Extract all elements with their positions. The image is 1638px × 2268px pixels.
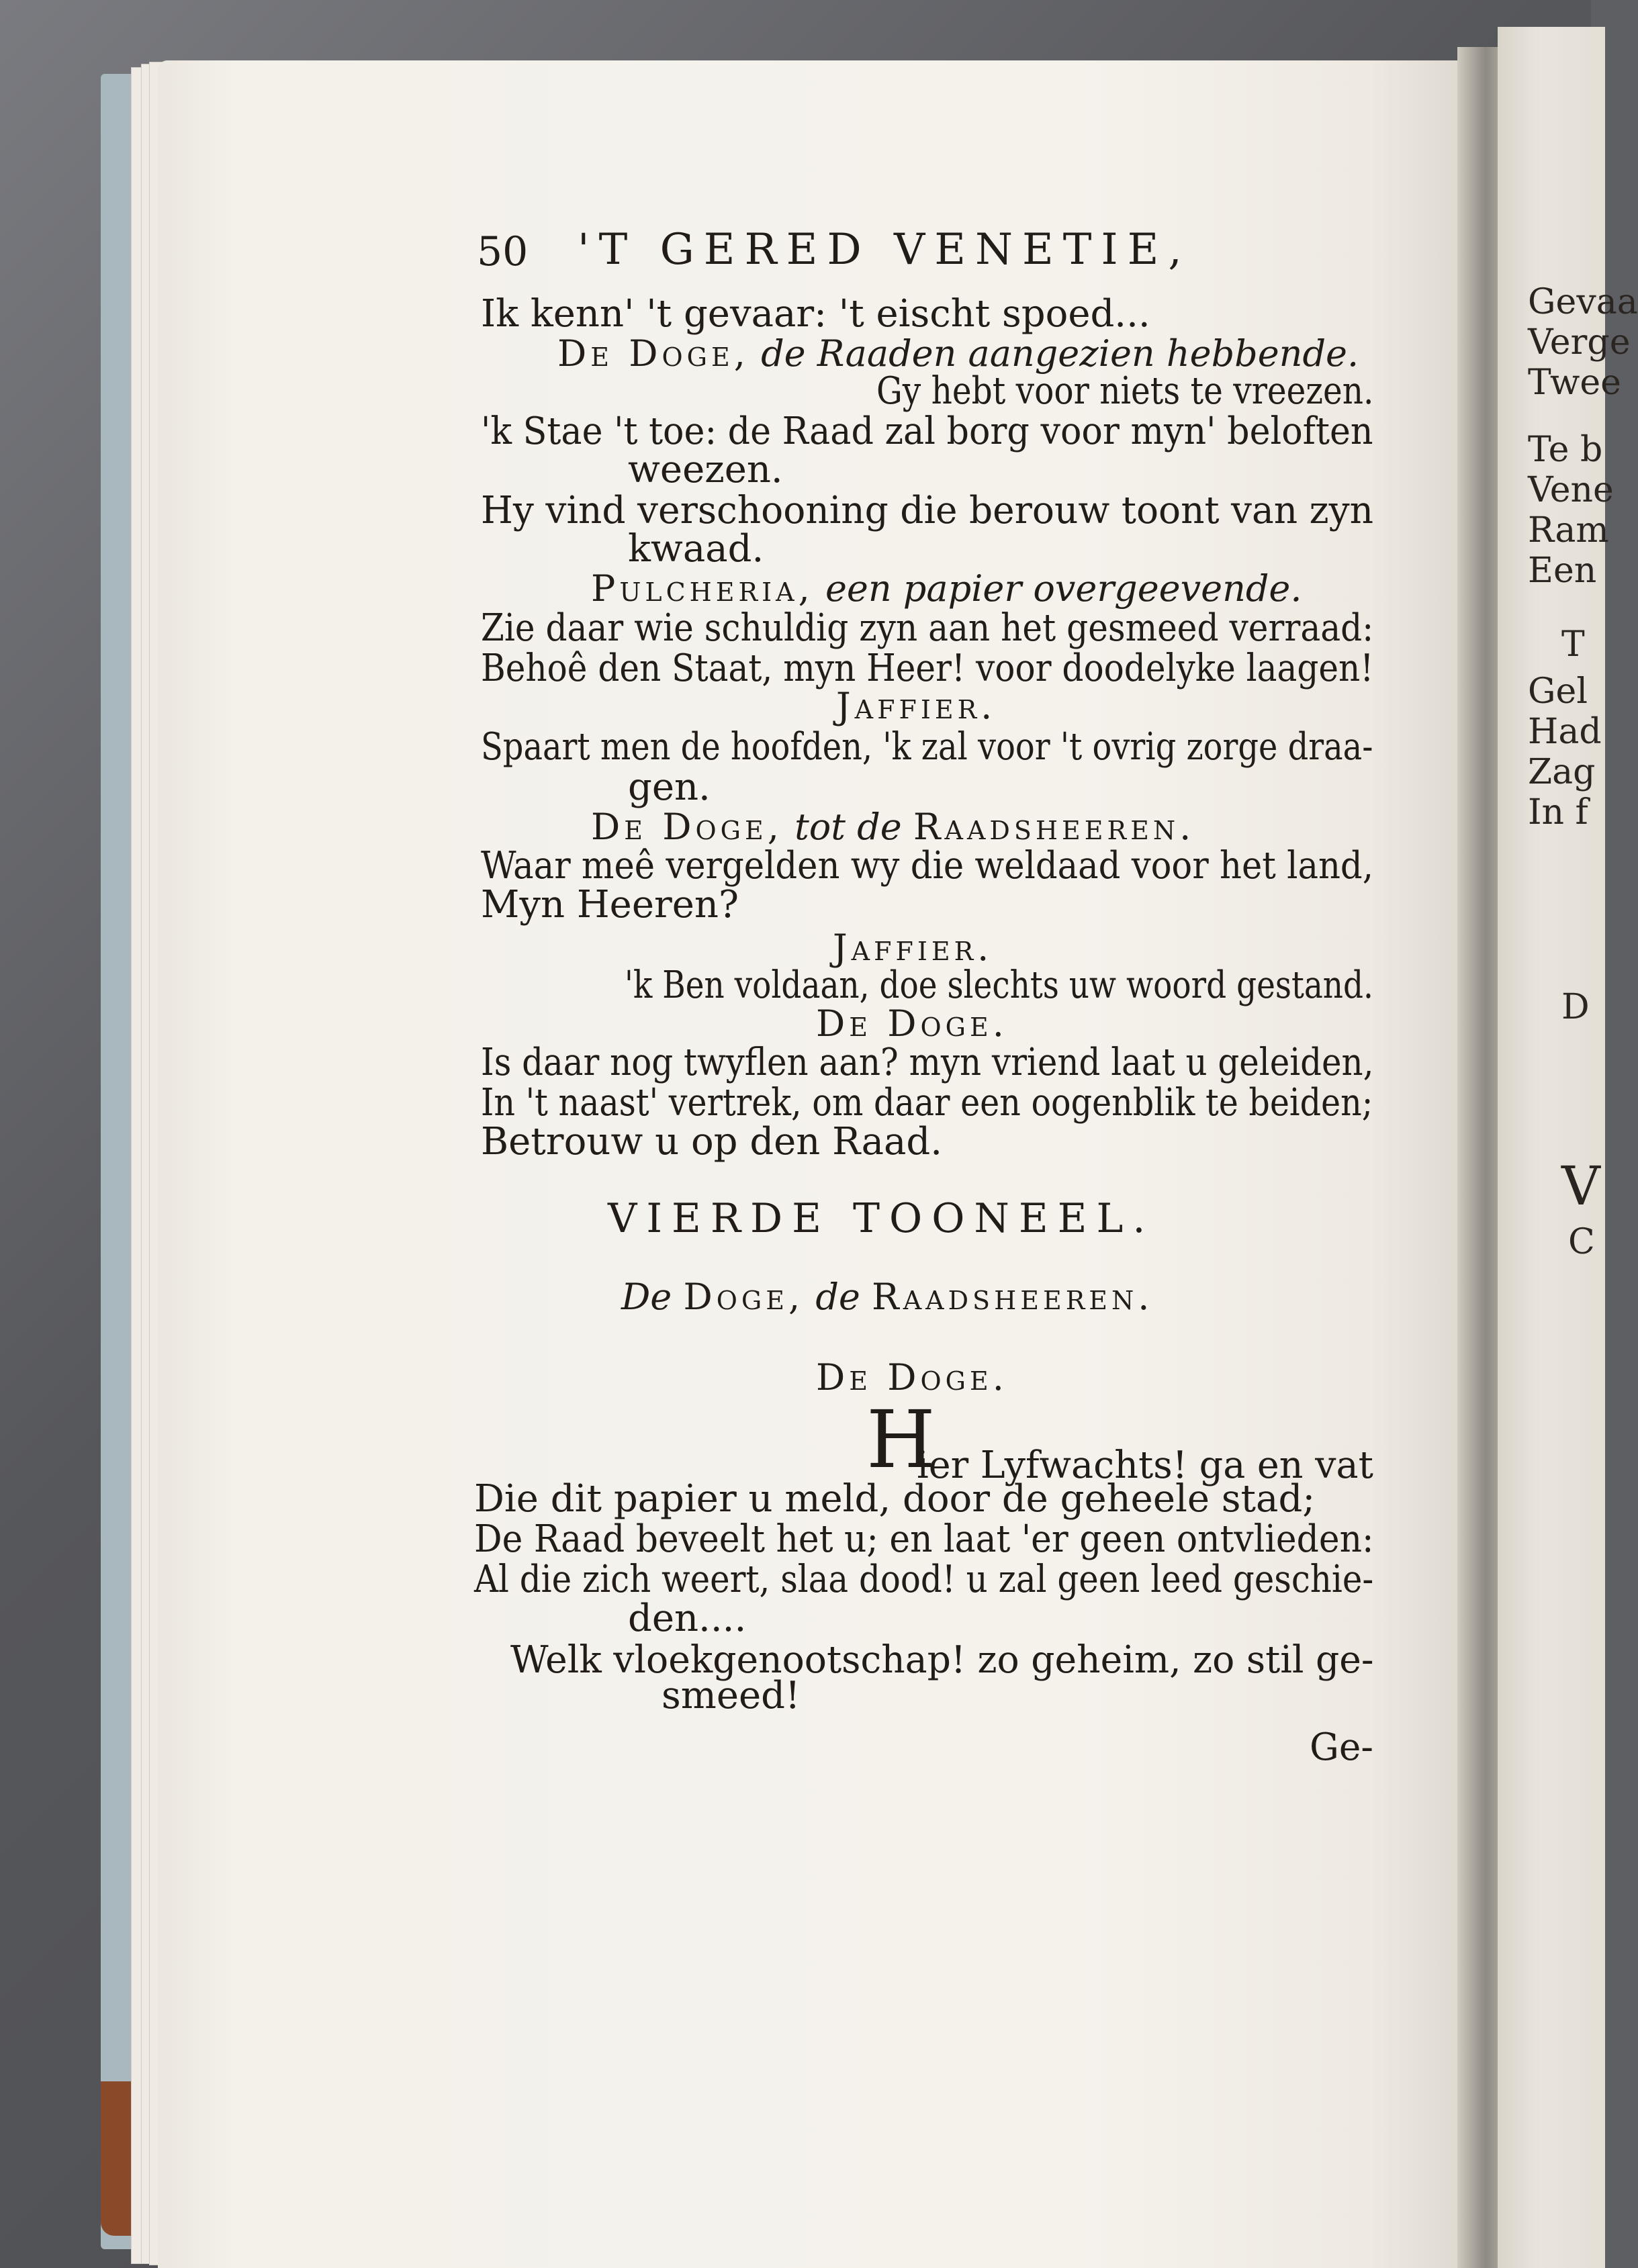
page-number: 50 <box>477 228 529 275</box>
verse-line: In 't naast' vertrek, om daar een oogenblik te beiden; <box>481 1081 1373 1125</box>
right-page-fragment: Twee <box>1528 363 1621 403</box>
right-page-fragment: Vene <box>1528 470 1614 510</box>
right-page-fragment: T <box>1561 624 1585 665</box>
verse-line: Behoê den Staat, myn Heer! voor doodelyke laagen! <box>481 647 1374 690</box>
right-page-fragment: D <box>1561 987 1590 1027</box>
verse-line: Gy hebt voor niets te vreezen. <box>876 369 1374 413</box>
verse-line: Zie daar wie schuldig zyn aan het gesmeed verraad: <box>481 606 1374 650</box>
cast-word: de <box>815 1276 860 1318</box>
verse-line: smeed! <box>662 1674 801 1717</box>
verse-line: 'k Ben voldaan, doe slechts uw woord gestand. <box>625 963 1373 1007</box>
speaker-name: De Doge, <box>591 806 783 848</box>
direction-text: een papier overgeevende. <box>825 567 1302 610</box>
speaker-name: De Doge. <box>816 1356 1008 1399</box>
right-page-fragment: C <box>1568 1222 1595 1262</box>
cast-name: Doge, <box>683 1276 805 1318</box>
speaker-target: Raadsheeren. <box>913 806 1195 848</box>
verse-line: den.... <box>628 1597 747 1640</box>
right-page-fragment: Ram <box>1528 510 1609 551</box>
verse-line: Is daar nog twyflen aan? myn vriend laat u geleiden, <box>481 1041 1374 1084</box>
catchword: Ge- <box>1310 1726 1373 1769</box>
speaker-name: De Doge, <box>557 332 749 375</box>
verse-line: Hy vind verschooning die berouw toont van zyn <box>481 489 1374 532</box>
drop-cap: H <box>866 1393 936 1486</box>
right-page-fragment: Te b <box>1528 430 1603 470</box>
right-page-fragment: Had <box>1528 712 1602 752</box>
stage-direction <box>557 332 1359 375</box>
right-page-fragment: Verge <box>1528 322 1631 363</box>
verse-line: ier Lyfwachts! ga en vat <box>917 1444 1373 1487</box>
cast-name: Raadsheeren. <box>872 1276 1154 1318</box>
cast-word: De <box>621 1276 672 1318</box>
direction-text: tot de <box>794 806 902 848</box>
speaker-name: Jaffier. <box>833 927 993 969</box>
verse-line: weezen. <box>628 448 783 491</box>
verse-line: Myn Heeren? <box>481 883 739 927</box>
running-head: 'T GERED VENETIE, <box>578 225 1191 275</box>
verse-line: 'k Stae 't toe: de Raad zal borg voor myn' beloften <box>481 410 1373 453</box>
speaker-name: Pulcheria, <box>591 567 814 610</box>
right-page-fragment: V <box>1561 1155 1600 1217</box>
speaker-name: Jaffier. <box>836 685 997 727</box>
direction-text: de Raaden aangezien hebbende. <box>761 332 1359 375</box>
verse-line: Ik kenn' 't gevaar: 't eischt spoed... <box>481 292 1150 336</box>
speaker-name: De Doge. <box>816 1002 1008 1045</box>
stage-direction <box>591 567 1302 610</box>
right-page-fragment: Een <box>1528 551 1597 591</box>
verse-line: Welk vloekgenootschap! zo geheim, zo stil ge- <box>510 1638 1374 1682</box>
right-page-fragment: Zag <box>1528 752 1596 792</box>
stage-direction <box>591 806 1195 848</box>
verse-line: Betrouw u op den Raad. <box>481 1120 943 1164</box>
scene-heading: VIERDE TOONEEL. <box>608 1195 1155 1242</box>
cast-list <box>621 1276 1154 1318</box>
verse-line: Al die zich weert, slaa dood! u zal geen leed geschie- <box>474 1558 1374 1601</box>
verse-line: De Raad beveelt het u; en laat 'er geen ontvlieden: <box>474 1517 1374 1561</box>
right-page-fragment: Gel <box>1528 671 1588 712</box>
verse-line: kwaad. <box>628 527 764 571</box>
verse-line: gen. <box>628 765 711 809</box>
verse-line: Die dit papier u meld, door de geheele stad; <box>474 1477 1316 1521</box>
right-page-fragment: In f <box>1528 792 1588 833</box>
verse-line: Spaart men de hoofden, 'k zal voor 't ovrig zorge draa- <box>481 725 1373 769</box>
verse-line: Waar meê vergelden wy die weldaad voor het land, <box>481 844 1373 888</box>
right-page-fragment: Gevaa <box>1528 282 1638 322</box>
